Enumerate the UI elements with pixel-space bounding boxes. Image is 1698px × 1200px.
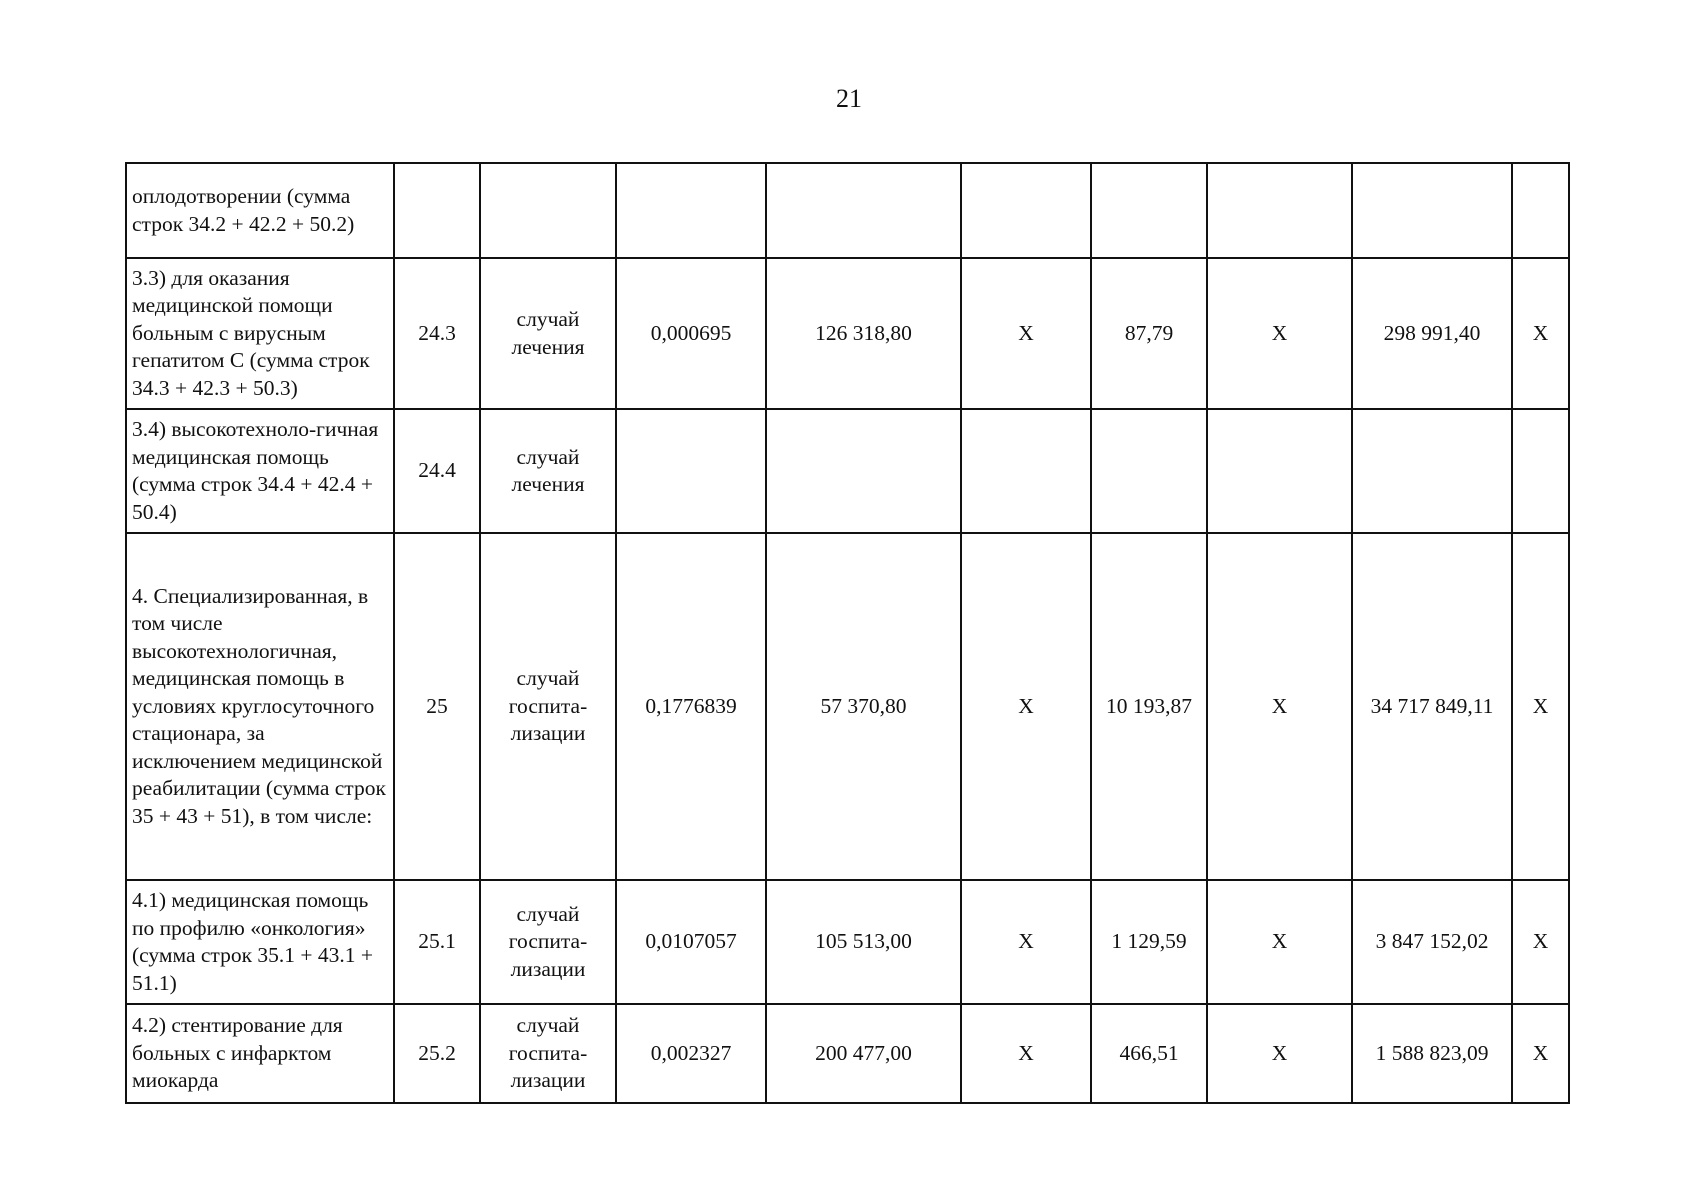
unit-cell: случай госпита-лизации xyxy=(480,533,616,880)
col7-cell: 10 193,87 xyxy=(1091,533,1207,880)
cost-cell: 126 318,80 xyxy=(766,258,961,409)
row-name-cell: 4. Специализированная, в том числе высокотехнологичная, медицинская помощь в условиях круглосуточного стационара, за исключением медицинской реабилитации (сумма строк 35 + 43 + 51), в том числе: xyxy=(126,533,394,880)
col8-cell xyxy=(1207,409,1352,533)
data-table xyxy=(125,162,1570,1104)
col8-cell: X xyxy=(1207,258,1352,409)
volume-cell xyxy=(616,163,766,258)
unit-cell: случай лечения xyxy=(480,409,616,533)
col7-cell: 87,79 xyxy=(1091,258,1207,409)
col9-cell xyxy=(1352,409,1512,533)
col9-cell xyxy=(1352,163,1512,258)
volume-cell: 0,1776839 xyxy=(616,533,766,880)
cost-cell xyxy=(766,163,961,258)
volume-cell xyxy=(616,409,766,533)
col10-cell: X xyxy=(1512,258,1569,409)
table-row xyxy=(126,163,1569,258)
col9-cell: 298 991,40 xyxy=(1352,258,1512,409)
col6-cell xyxy=(961,409,1091,533)
row-number-cell: 25 xyxy=(394,533,480,880)
row-name-cell: оплодотворении (сумма строк 34.2 + 42.2 + 50.2) xyxy=(126,163,394,258)
col10-cell: X xyxy=(1512,533,1569,880)
cost-cell: 200 477,00 xyxy=(766,1004,961,1103)
row-number-cell xyxy=(394,163,480,258)
row-number-cell: 25.2 xyxy=(394,1004,480,1103)
row-number-cell: 25.1 xyxy=(394,880,480,1004)
col9-cell: 34 717 849,11 xyxy=(1352,533,1512,880)
col6-cell: X xyxy=(961,258,1091,409)
row-name-cell: 3.3) для оказания медицинской помощи больным с вирусным гепатитом С (сумма строк 34.3 + 42.3 + 50.3) xyxy=(126,258,394,409)
col6-cell: X xyxy=(961,880,1091,1004)
page-number: 21 xyxy=(836,84,862,113)
unit-cell xyxy=(480,163,616,258)
row-name-cell: 3.4) высокотехноло-гичная медицинская помощь (сумма строк 34.4 + 42.4 + 50.4) xyxy=(126,409,394,533)
unit-cell: случай госпита-лизации xyxy=(480,880,616,1004)
row-name-cell: 4.2) стентирование для больных с инфарктом миокарда xyxy=(126,1004,394,1103)
col10-cell: X xyxy=(1512,880,1569,1004)
cost-cell: 105 513,00 xyxy=(766,880,961,1004)
col10-cell: X xyxy=(1512,1004,1569,1103)
table-row xyxy=(126,533,1569,880)
col7-cell: 1 129,59 xyxy=(1091,880,1207,1004)
table-row xyxy=(126,409,1569,533)
col6-cell xyxy=(961,163,1091,258)
col6-cell: X xyxy=(961,1004,1091,1103)
col8-cell: X xyxy=(1207,533,1352,880)
volume-cell: 0,0107057 xyxy=(616,880,766,1004)
table-row xyxy=(126,258,1569,409)
col8-cell xyxy=(1207,163,1352,258)
row-name-cell: 4.1) медицинская помощь по профилю «онкология» (сумма строк 35.1 + 43.1 + 51.1) xyxy=(126,880,394,1004)
row-number-cell: 24.4 xyxy=(394,409,480,533)
volume-cell: 0,002327 xyxy=(616,1004,766,1103)
col7-cell xyxy=(1091,409,1207,533)
col7-cell xyxy=(1091,163,1207,258)
table-row xyxy=(126,1004,1569,1103)
col10-cell xyxy=(1512,163,1569,258)
col9-cell: 1 588 823,09 xyxy=(1352,1004,1512,1103)
col8-cell: X xyxy=(1207,1004,1352,1103)
col10-cell xyxy=(1512,409,1569,533)
row-number-cell: 24.3 xyxy=(394,258,480,409)
unit-cell: случай лечения xyxy=(480,258,616,409)
cost-cell xyxy=(766,409,961,533)
unit-cell: случай госпита-лизации xyxy=(480,1004,616,1103)
cost-cell: 57 370,80 xyxy=(766,533,961,880)
col8-cell: X xyxy=(1207,880,1352,1004)
volume-cell: 0,000695 xyxy=(616,258,766,409)
col7-cell: 466,51 xyxy=(1091,1004,1207,1103)
col6-cell: X xyxy=(961,533,1091,880)
table-row xyxy=(126,880,1569,1004)
col9-cell: 3 847 152,02 xyxy=(1352,880,1512,1004)
